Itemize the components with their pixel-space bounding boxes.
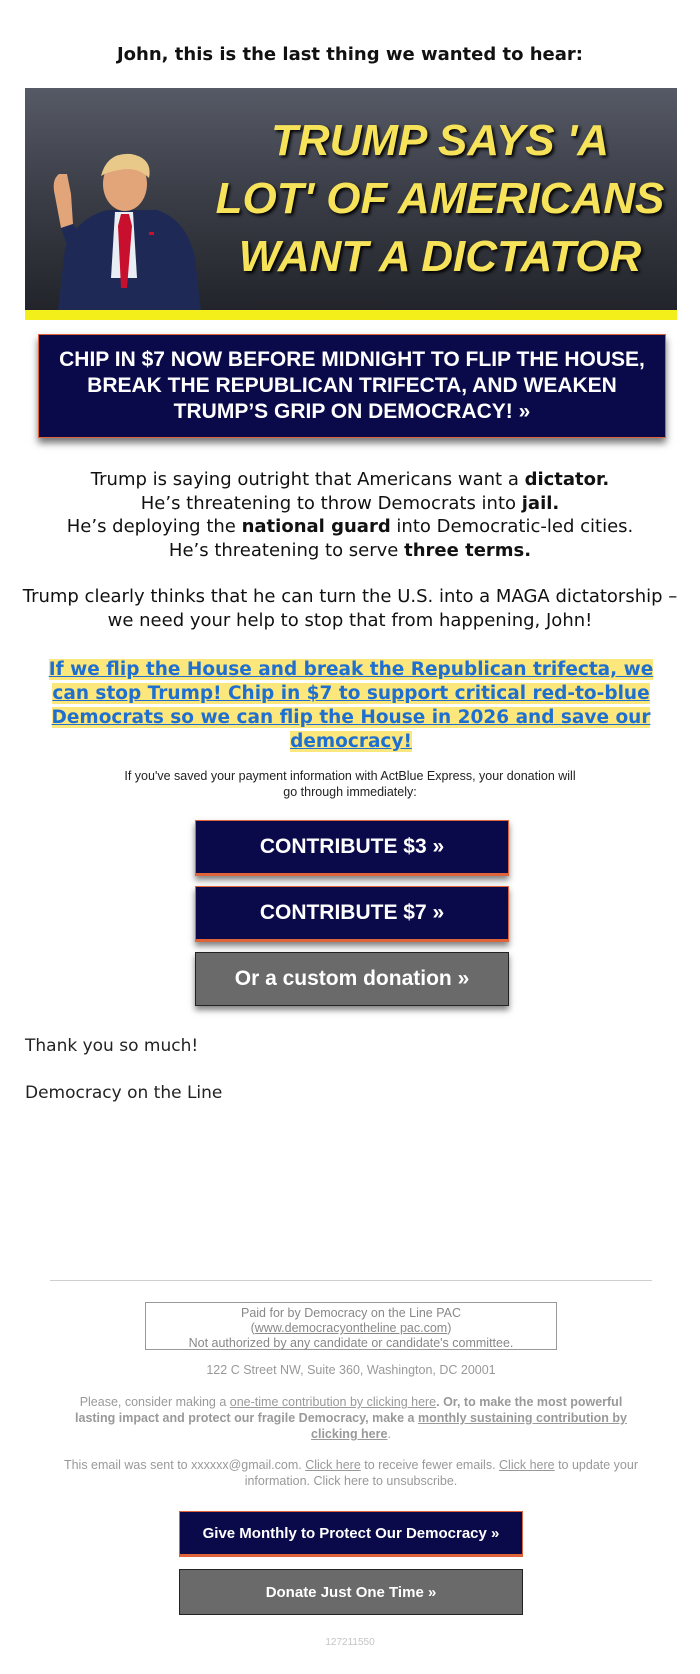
actblue-express-note: If you've saved your payment information with ActBlue Express, your donation will go through immediately:: [124, 769, 576, 799]
hero-banner[interactable]: [25, 88, 677, 320]
body-line-jail-bold: jail.: [521, 492, 560, 514]
fewer-emails-link[interactable]: Click here: [305, 1458, 361, 1472]
give-monthly-button[interactable]: Give Monthly to Protect Our Democracy »: [179, 1511, 523, 1557]
body-line-terms-text: He’s threatening to serve: [168, 539, 405, 561]
sent-text-a: This email was sent to xxxxxx@gmail.com.: [63, 1458, 306, 1472]
paid-url-paren-open: (: [250, 1321, 255, 1335]
donate-one-time-button[interactable]: Donate Just One Time »: [179, 1569, 523, 1615]
not-authorized-line: Not authorized by any candidate or candidate's committee.: [188, 1336, 514, 1350]
paid-url-paren-close: ): [447, 1321, 452, 1335]
contribute-3-button[interactable]: CONTRIBUTE $3 »: [195, 820, 509, 876]
banner-line-1: TRUMP SAYS 'A: [270, 116, 610, 165]
body-line-jail: [20, 492, 680, 516]
banner-line-2: LOT' OF AMERICANS: [215, 174, 665, 223]
paid-for-by-box: [145, 1302, 557, 1350]
body-line-dictator: [20, 468, 680, 492]
email-headline: John, this is the last thing we wanted to hear:: [116, 44, 583, 65]
flip-the-house-link[interactable]: If we flip the House and break the Republican trifecta, we can stop Trump! Chip in $7 to support critical red-to-blue Democrats so we can flip the House in 2026 and save our democracy!: [48, 659, 654, 752]
body-line-dictator-text: Trump is saying outright that Americans want a: [90, 469, 525, 490]
consider-contribution-text: [60, 1394, 642, 1442]
signoff-thanks: Thank you so much!: [25, 1036, 199, 1056]
paid-for-line: Paid for by Democracy on the Line PAC: [240, 1306, 461, 1320]
body-line-guard-text-a: He’s deploying the: [66, 516, 242, 537]
consider-text-c: .: [387, 1427, 391, 1441]
one-time-contribution-link[interactable]: one-time contribution by clicking here: [229, 1395, 437, 1409]
paid-url-line: [146, 1321, 556, 1336]
sent-text-c: to update your information. Click here to unsubscribe.: [244, 1458, 639, 1488]
mailing-address: 122 C Street NW, Suite 360, Washington, DC 20001: [206, 1363, 496, 1377]
body-line-three-terms: [20, 539, 680, 563]
body-line-dictator-bold: dictator.: [524, 469, 610, 490]
banner-headline: [210, 112, 670, 286]
update-info-link[interactable]: Click here: [499, 1458, 555, 1472]
consider-text-b: . Or, to make the most powerful lasting impact and protect our fragile Democracy, make a: [75, 1395, 623, 1425]
footer-divider: [50, 1280, 652, 1281]
body-line-guard-bold: national guard: [241, 516, 391, 537]
chip-in-7-cta-button[interactable]: [38, 334, 666, 438]
sent-text-b: to receive fewer emails.: [360, 1458, 500, 1472]
signoff-sender: Democracy on the Line: [25, 1083, 223, 1103]
body-line-terms-bold: three terms.: [404, 539, 532, 561]
banner-yellow-stripe: [25, 310, 677, 320]
email-sent-notice: [60, 1457, 642, 1489]
body-line-national-guard: [20, 515, 680, 539]
consider-text-a: Please, consider making a: [79, 1395, 230, 1409]
body-line-guard-text-b: into Democratic-led cities.: [390, 516, 634, 537]
email-id-code: 127211550: [325, 1637, 375, 1648]
body-line-jail-text: He’s threatening to throw Democrats into: [140, 492, 522, 514]
trump-figure-image: [37, 128, 207, 320]
body-paragraph-dictatorship: Trump clearly thinks that he can turn the U.S. into a MAGA dictatorship – we need your help to stop that from happening, John!: [22, 586, 678, 631]
highlight-paragraph: [38, 658, 664, 754]
monthly-contribution-link[interactable]: monthly sustaining contribution by clicking here: [311, 1411, 627, 1441]
pac-website-link[interactable]: www.democracyontheline pac.com: [254, 1321, 448, 1335]
chip-in-7-cta-label: CHIP IN $7 NOW BEFORE MIDNIGHT TO FLIP THE HOUSE, BREAK THE REPUBLICAN TRIFECTA, AND WEAKEN TRUMP’S GRIP ON DEMOCRACY! »: [59, 348, 645, 423]
banner-line-3: WANT A DICTATOR: [238, 232, 642, 281]
body-bullets: [20, 468, 680, 562]
custom-donation-button[interactable]: Or a custom donation »: [195, 952, 509, 1006]
contribute-7-button[interactable]: CONTRIBUTE $7 »: [195, 886, 509, 942]
